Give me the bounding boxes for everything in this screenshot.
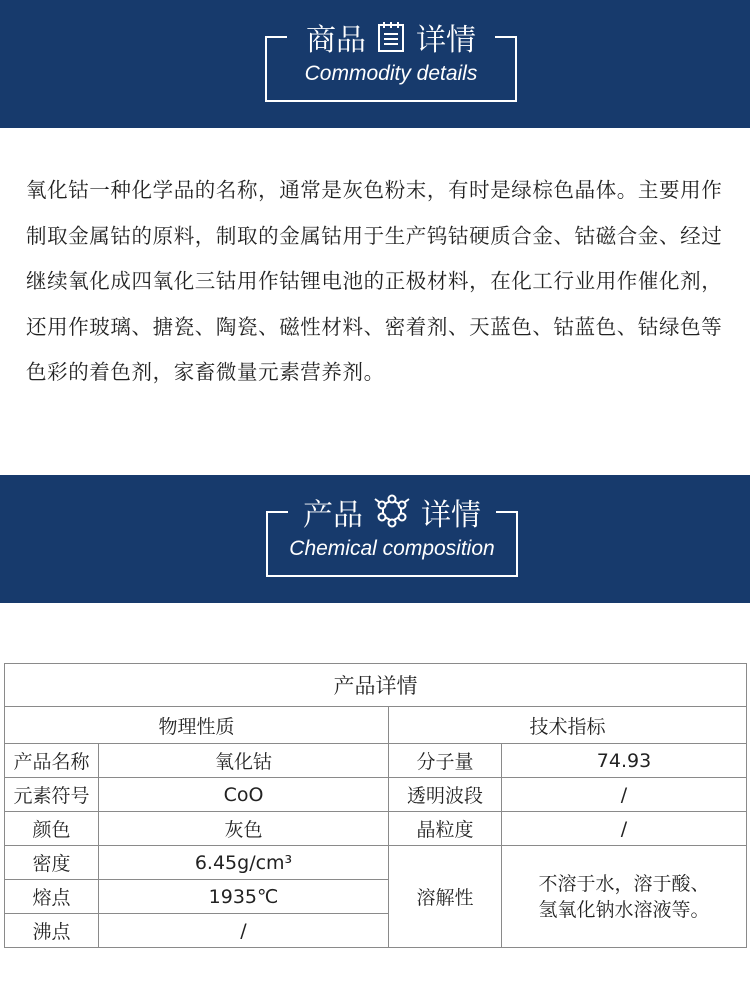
title-left: 商品	[306, 23, 366, 58]
row-label: 颜色	[5, 812, 99, 846]
solubility-line-1: 不溶于水，溶于酸、	[538, 872, 710, 895]
molecule-icon	[373, 494, 411, 530]
row-label: 元素符号	[5, 778, 99, 812]
table-row	[5, 846, 747, 880]
row-label: 晶粒度	[389, 812, 502, 846]
row-value: /	[99, 914, 389, 948]
row-value: 氧化钴	[99, 744, 389, 778]
table-row	[5, 744, 747, 778]
section-title	[266, 489, 518, 535]
left-header: 物理性质	[5, 707, 389, 744]
row-label: 沸点	[5, 914, 99, 948]
row-value: 灰色	[99, 812, 389, 846]
spec-table	[4, 663, 747, 948]
solubility-line-2: 氢氧化钠水溶液等。	[538, 898, 710, 921]
table-row	[5, 812, 747, 846]
solubility-value	[502, 846, 747, 948]
section-title	[265, 14, 517, 60]
row-value: 1935℃	[99, 880, 389, 914]
row-label: 密度	[5, 846, 99, 880]
section-subtitle: Chemical composition	[289, 537, 495, 560]
table-title: 产品详情	[5, 664, 747, 707]
table-row	[5, 778, 747, 812]
row-value: CoO	[99, 778, 389, 812]
row-value: /	[502, 778, 747, 812]
notepad-icon	[376, 21, 406, 53]
commodity-details-banner	[0, 0, 750, 128]
row-label: 透明波段	[389, 778, 502, 812]
product-description: 氧化钴一种化学品的名称，通常是灰色粉末，有时是绿棕色晶体。主要用作制取金属钴的原料，制取的金属钴用于生产钨钴硬质合金、钴磁合金、经过继续氧化成四氧化三钴用作钴锂电池的正极材料，在化工行业用作催化剂，还用作玻璃、搪瓷、陶瓷、磁性材料、密着剂、天蓝色、钴蓝色、钴绿色等色彩的着色剂，家畜微量元素营养剂。	[26, 178, 723, 384]
row-label: 产品名称	[5, 744, 99, 778]
chemical-composition-banner	[0, 475, 750, 603]
title-left: 产品	[303, 498, 363, 533]
row-value: 6.45g/cm³	[99, 846, 389, 880]
section-subtitle: Commodity details	[304, 62, 478, 85]
row-value: 74.93	[502, 744, 747, 778]
row-label: 溶解性	[389, 846, 502, 948]
title-right: 详情	[416, 23, 476, 58]
right-header: 技术指标	[389, 707, 747, 744]
row-label: 熔点	[5, 880, 99, 914]
row-value: /	[502, 812, 747, 846]
row-label: 分子量	[389, 744, 502, 778]
title-right: 详情	[421, 498, 481, 533]
